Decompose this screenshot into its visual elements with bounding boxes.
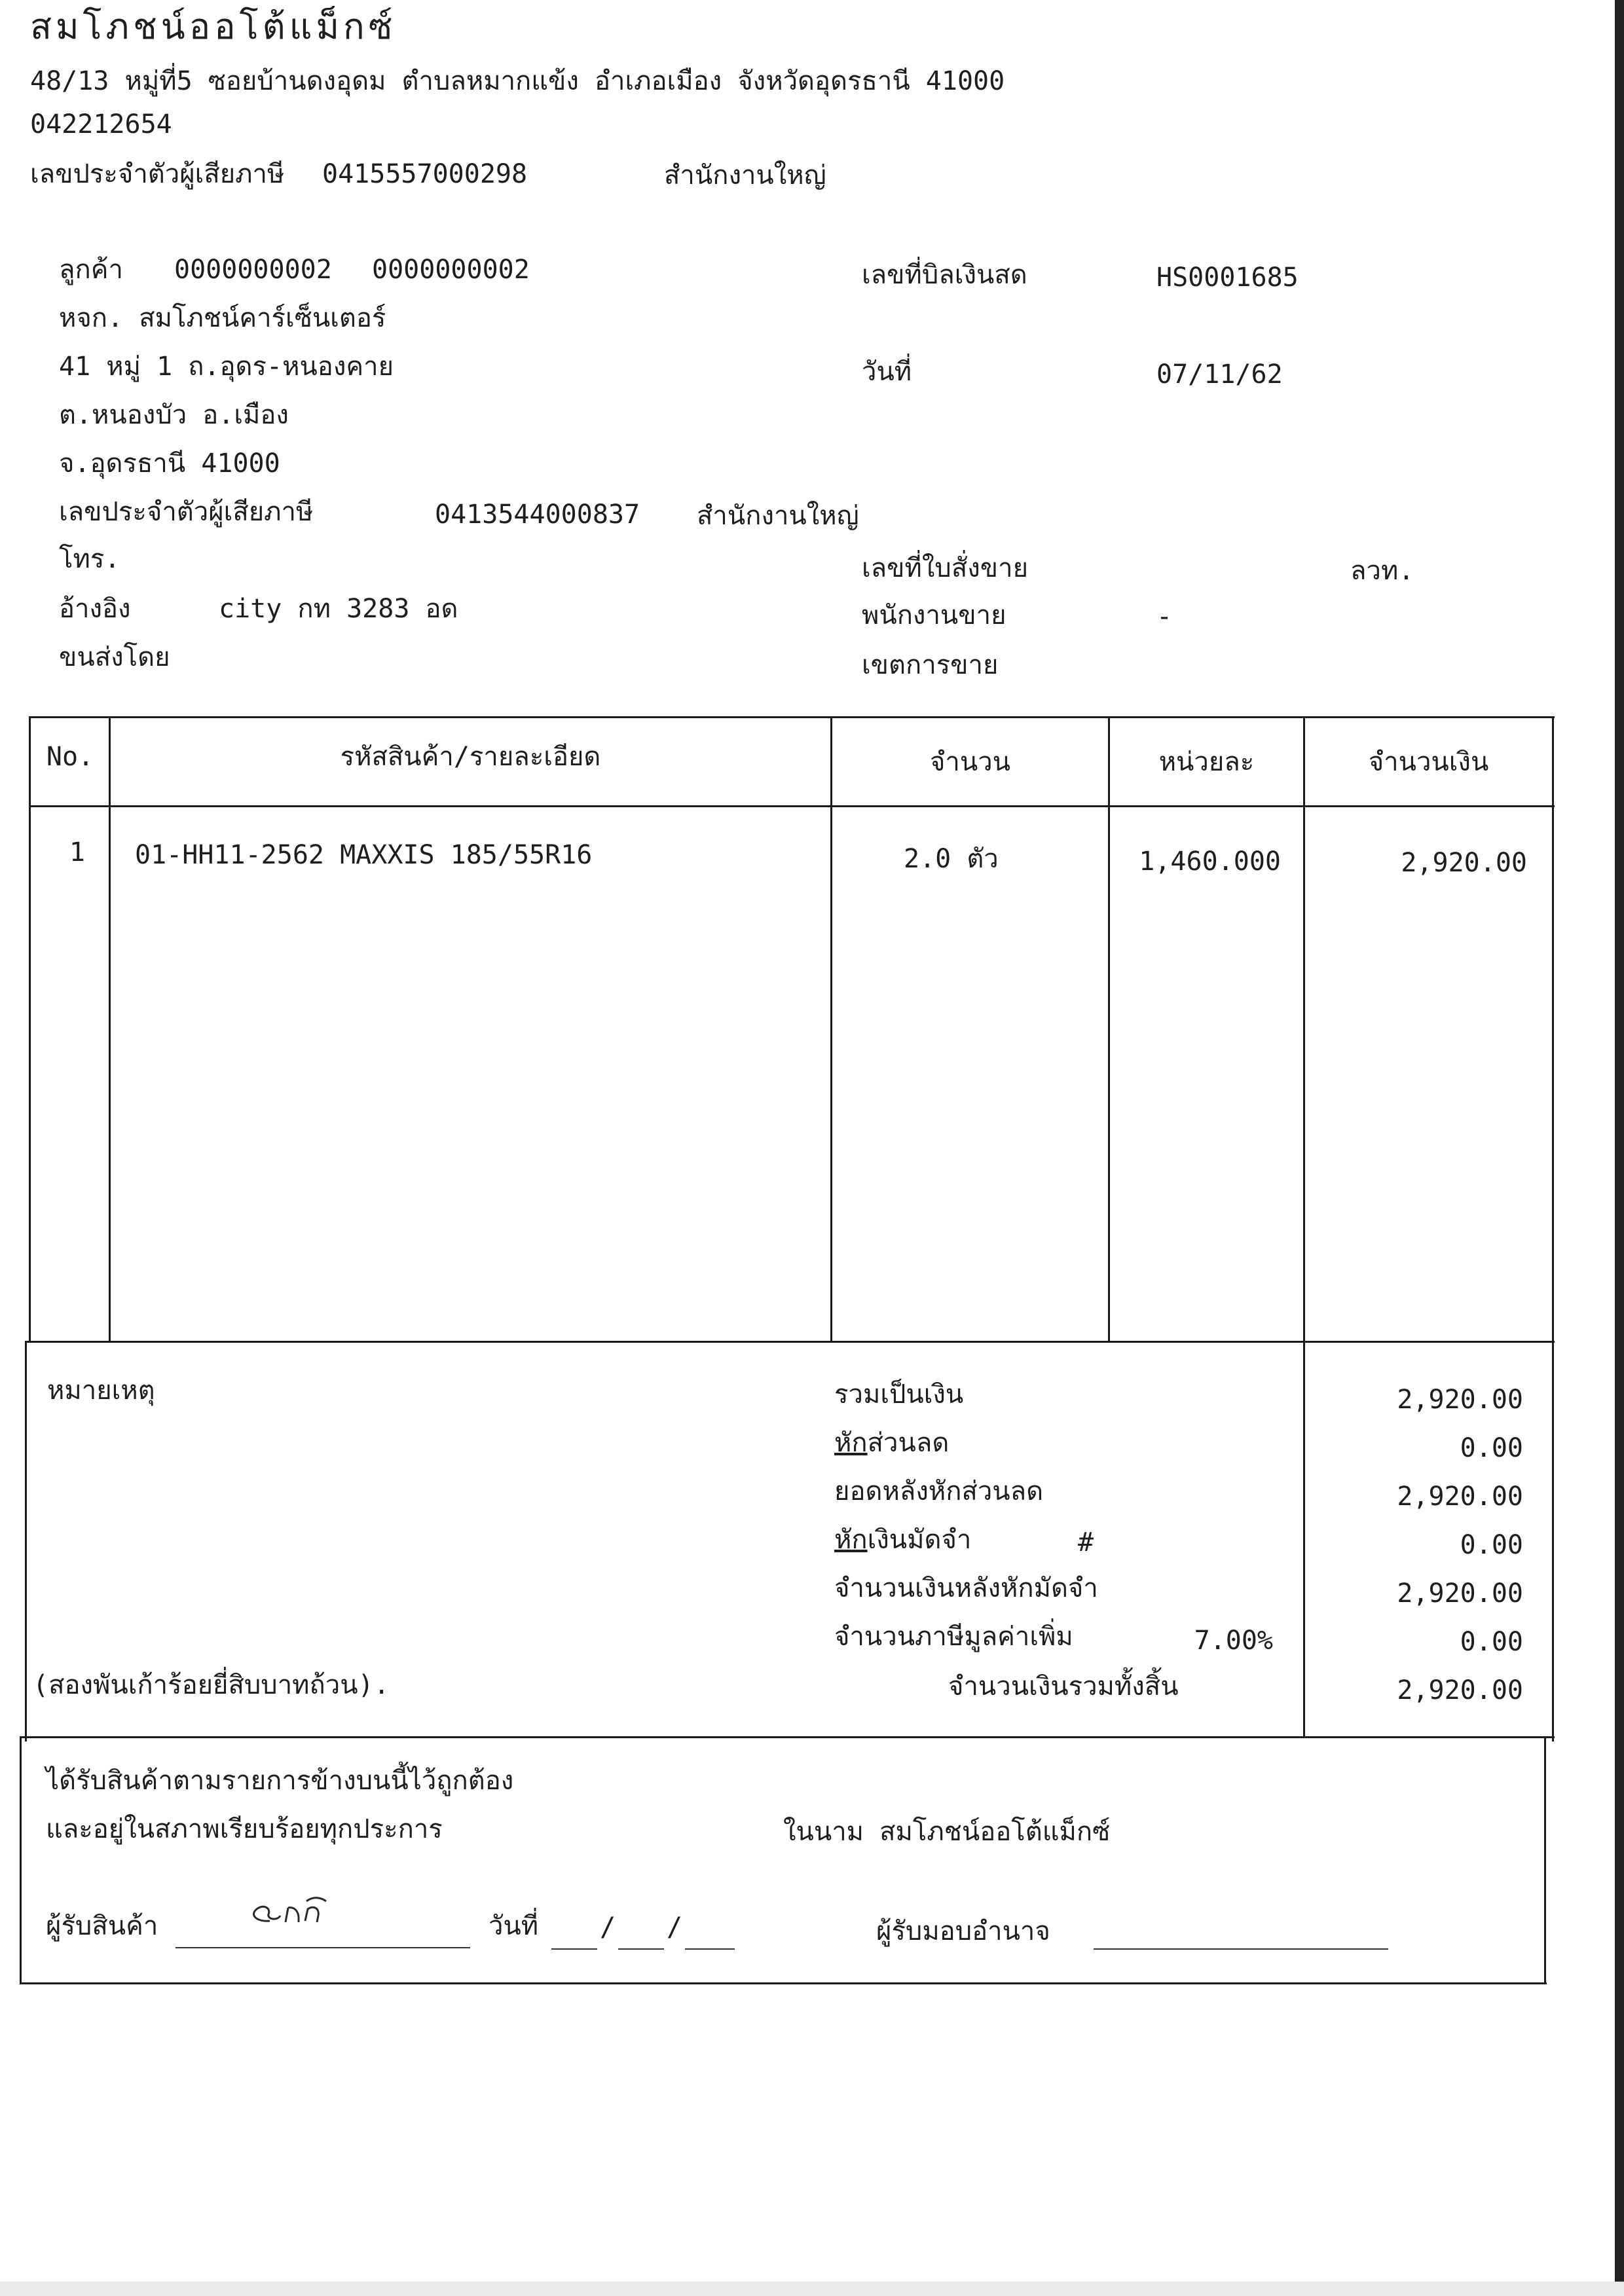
deposit-label	[834, 1527, 971, 1553]
receive-date-day[interactable]	[551, 1948, 597, 1950]
customer-address-line1: 41 หมู่ 1 ถ.อุดร-หนองคาย	[59, 352, 394, 382]
col-qty-divider	[1108, 716, 1110, 1342]
deposit-label-rest: เงินมัดจำ	[867, 1525, 972, 1555]
shipping-label: ขนส่งโดย	[59, 642, 170, 672]
customer-code-1: 0000000002	[174, 255, 332, 285]
header-quantity: จำนวน	[929, 747, 1011, 777]
company-name: สมโภชน์ออโต้แม็กซ์	[30, 6, 397, 47]
footer-right-border	[1544, 1736, 1546, 1984]
deposit-value: 0.00	[1460, 1530, 1523, 1560]
after-discount-label: ยอดหลังหักส่วนลด	[834, 1476, 1044, 1506]
customer-address-line3: จ.อุดรธานี 41000	[59, 448, 280, 479]
sales-area-label: เขตการขาย	[862, 650, 999, 680]
subtotal-value: 2,920.00	[1397, 1385, 1523, 1415]
customer-branch: สำนักงานใหญ่	[697, 501, 859, 531]
customer-name: หจก. สมโภชน์คาร์เซ็นเตอร์	[59, 303, 386, 333]
receive-date-month[interactable]	[618, 1948, 664, 1950]
col-desc-divider	[830, 716, 832, 1342]
receive-date-slash-1: /	[600, 1912, 616, 1942]
col-price-divider	[1303, 716, 1305, 1736]
company-phone: 042212654	[30, 109, 172, 139]
bill-no-label: เลขที่บิลเงินสด	[862, 260, 1027, 290]
bill-no-value: HS0001685	[1156, 263, 1299, 293]
scan-bottom-edge	[0, 2282, 1624, 2296]
row-no: 1	[69, 837, 85, 867]
order-no-value: ลวท.	[1350, 556, 1414, 586]
company-address: 48/13 หมู่ที่5 ซอยบ้านดงอุดม ตำบลหมากแข้ง อำเภอเมือง จังหวัดอุดรธานี 41000	[30, 66, 1005, 96]
company-branch: สำนักงานใหญ่	[664, 160, 826, 191]
discount-label-rest: ส่วนลด	[867, 1428, 950, 1458]
vat-value: 0.00	[1460, 1627, 1523, 1657]
customer-label: ลูกค้า	[59, 255, 123, 285]
grand-total-value: 2,920.00	[1397, 1675, 1523, 1705]
remark-label: หมายเหตุ	[47, 1376, 155, 1406]
bill-date-label: วันที่	[862, 357, 912, 387]
footer-bottom-border	[20, 1982, 1547, 1984]
row-amount: 2,920.00	[1401, 848, 1527, 878]
after-deposit-label: จำนวนเงินหลังหักมัดจำ	[834, 1573, 1098, 1603]
on-behalf-of: ในนาม สมโภชน์ออโต้แม็กซ์	[783, 1817, 1111, 1847]
salesperson-label: พนักงานขาย	[862, 600, 1006, 630]
customer-phone-label: โทร.	[59, 544, 120, 574]
after-discount-value: 2,920.00	[1397, 1482, 1523, 1512]
salesperson-value: -	[1156, 602, 1173, 632]
discount-label	[834, 1430, 949, 1456]
table-left-border	[29, 716, 31, 1342]
received-statement-line1: ได้รับสินค้าตามรายการข้างบนนี้ไว้ถูกต้อง	[46, 1766, 514, 1796]
table-right-border	[1552, 716, 1554, 1741]
subtotal-label: รวมเป็นเงิน	[834, 1379, 964, 1410]
authorized-signer-label: ผู้รับมอบอำนาจ	[876, 1916, 1050, 1946]
company-tax-id: 0415557000298	[322, 159, 528, 189]
customer-address-line2: ต.หนองบัว อ.เมือง	[59, 400, 289, 430]
receiver-signature-line[interactable]	[175, 1947, 470, 1948]
scan-edge-shadow	[1615, 0, 1624, 2296]
amount-in-words: (สองพันเก้าร้อยยี่สิบบาทถ้วน).	[33, 1670, 390, 1700]
deposit-label-underlined: หัก	[834, 1525, 868, 1555]
receiver-signature	[242, 1892, 341, 1931]
receive-date-label: วันที่	[489, 1911, 539, 1941]
reference-label: อ้างอิง	[59, 594, 131, 624]
vat-label: จำนวนภาษีมูลค่าเพิ่ม	[834, 1622, 1073, 1652]
table-header-divider	[30, 805, 1555, 807]
table-body-bottom	[25, 1341, 1555, 1343]
header-no: No.	[46, 742, 94, 772]
table-top-border	[30, 716, 1555, 718]
deposit-mark: #	[1078, 1527, 1094, 1558]
customer-tax-id: 0413544000837	[435, 500, 640, 530]
footer-top-border	[20, 1736, 1555, 1738]
col-no-divider	[109, 716, 111, 1342]
row-unit-price: 1,460.000	[1139, 847, 1281, 877]
customer-tax-id-label: เลขประจำตัวผู้เสียภาษี	[59, 497, 314, 527]
reference-value: city กท 3283 อด	[219, 594, 458, 624]
receiver-label: ผู้รับสินค้า	[46, 1911, 158, 1941]
row-description: 01-HH11-2562 MAXXIS 185/55R16	[135, 840, 593, 870]
bill-date-value: 07/11/62	[1156, 359, 1283, 390]
footer-left-border	[20, 1736, 22, 1984]
header-description: รหัสสินค้า/รายละเอียด	[340, 742, 601, 772]
vat-rate: 7.00%	[1194, 1626, 1273, 1656]
grand-total-label: จำนวนเงินรวมทั้งสิ้น	[948, 1671, 1179, 1702]
summary-left-border	[25, 1341, 27, 1741]
row-quantity: 2.0 ตัว	[904, 844, 999, 874]
discount-label-underlined: หัก	[834, 1428, 868, 1458]
customer-code-2: 0000000002	[372, 255, 530, 285]
received-statement-line2: และอยู่ในสภาพเรียบร้อยทุกประการ	[46, 1814, 443, 1844]
order-no-label: เลขที่ใบสั่งขาย	[862, 553, 1029, 583]
discount-value: 0.00	[1460, 1433, 1523, 1463]
authorized-signature-line[interactable]	[1094, 1948, 1388, 1950]
company-tax-id-label: เลขประจำตัวผู้เสียภาษี	[30, 159, 285, 189]
receive-date-slash-2: /	[667, 1912, 683, 1942]
receive-date-year[interactable]	[685, 1948, 735, 1950]
header-amount: จำนวนเงิน	[1368, 747, 1489, 777]
after-deposit-value: 2,920.00	[1397, 1578, 1523, 1609]
header-unit-price: หน่วยละ	[1158, 747, 1255, 777]
